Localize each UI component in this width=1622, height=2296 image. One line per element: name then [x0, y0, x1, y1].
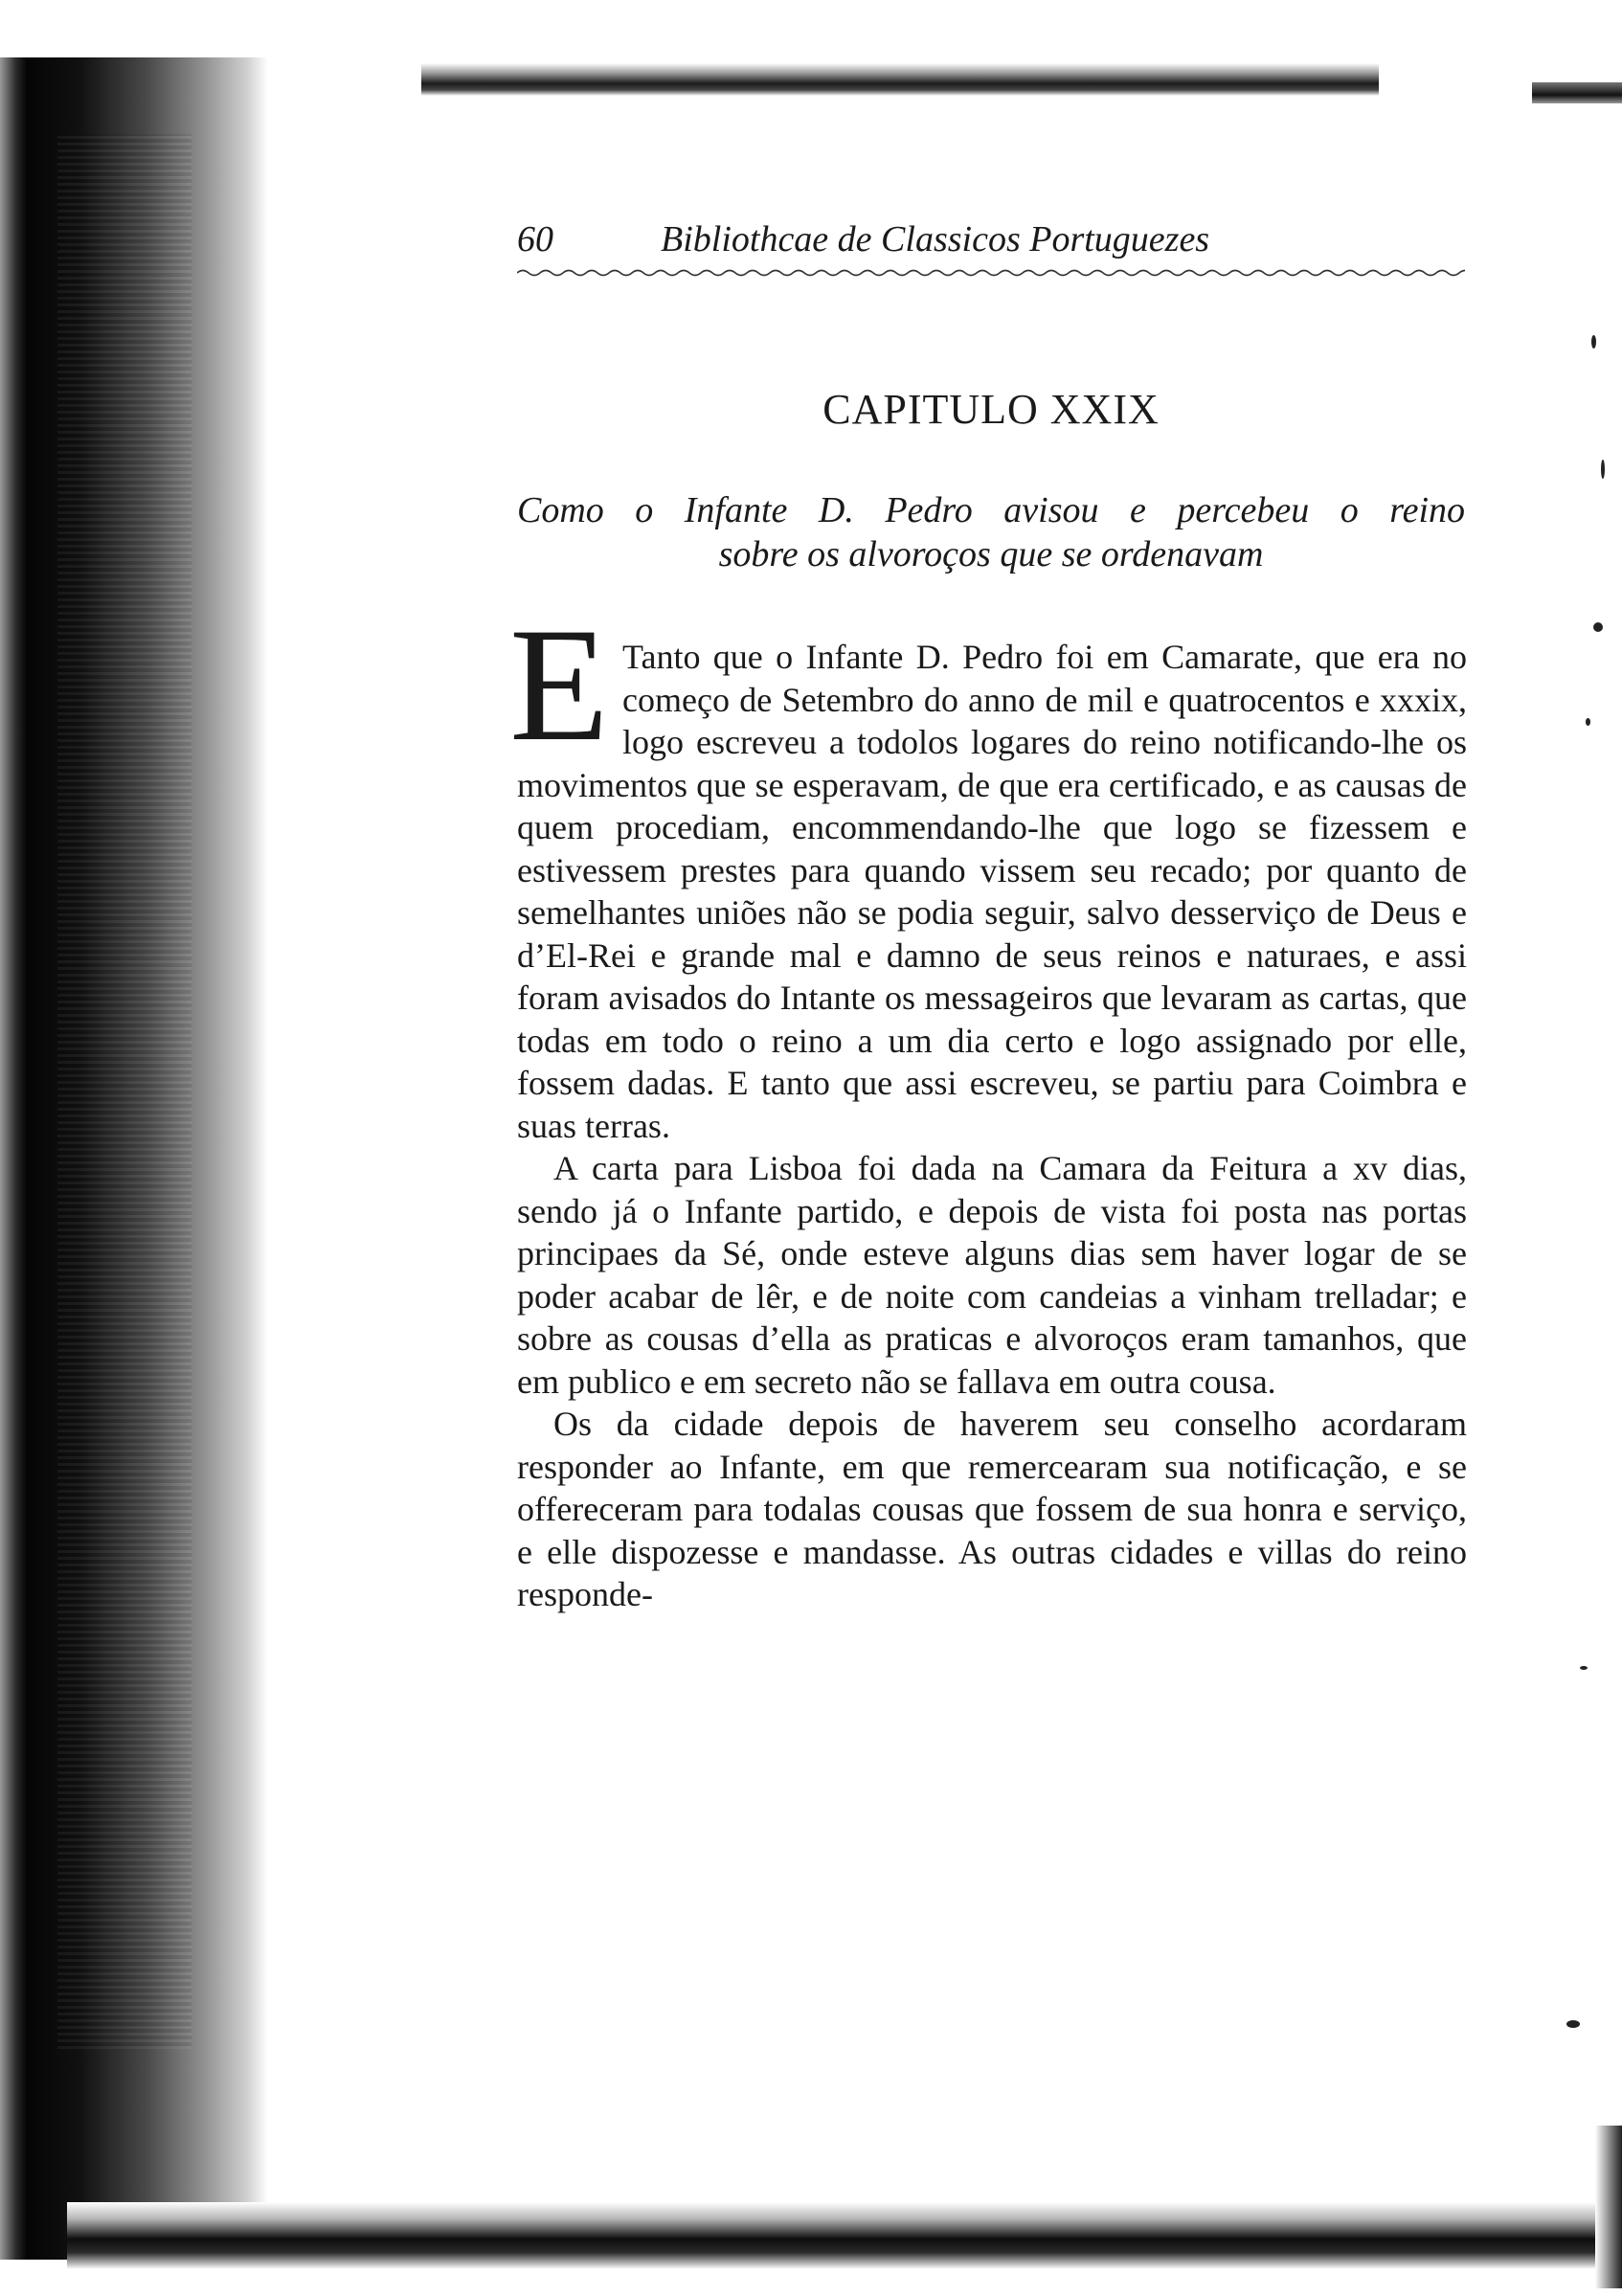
- bottom-scan-edge: [67, 2202, 1622, 2269]
- chapter-title: CAPITULO XXIX: [822, 386, 1160, 433]
- right-scan-edge: [1595, 2126, 1622, 2288]
- top-scan-edge: [421, 63, 1379, 96]
- book-spine-shadow: [0, 57, 268, 2260]
- running-title: Bibliothcae de Classicos Portuguezes: [661, 219, 1210, 259]
- page-header: [517, 218, 1465, 266]
- paragraph-2: A carta para Lisboa foi dada na Camara da Feitura a xv dias, sendo já o Infante partido, e depois de vista foi posta nas portas principaes da Sé, onde esteve alguns dias sem haver logar de se poder acabar de lêr, e de noite com candeias a vinham trelladar; e sobre as cousas d’ella as praticas e alvoroços eram tamanhos, que em publico e em secreto não se fallava em outra cousa.: [517, 1149, 1467, 1401]
- page-number: 60: [517, 219, 553, 259]
- drop-cap: E: [509, 595, 609, 775]
- paragraph-1: Tanto que o Infante D. Pedro foi em Camarate, que era no começo de Setembro do anno de mil e quatrocentos e xxxix, logo escreveu a todolos logares do reino notificando-lhe os movimentos que se esperavam, de que era certificado, e as causas de quem procediam, encommendando-lhe que logo se fizessem e estivessem prestes para quando vissem seu recado; por quanto de semelhantes uniões não se podia seguir, salvo desserviço de Deus e d’El-Rei e grande mal e damno de seus reinos e naturaes, e assi foram avisados do Intante os messageiros que levaram as cartas, que todas em todo o reino a um dia certo e logo assignado por elle, fossem dadas. E tanto que assi escreveu, se partiu para Coimbra e suas terras.: [517, 638, 1467, 1145]
- chapter-subtitle: [517, 488, 1465, 576]
- body-text: [517, 636, 1467, 1616]
- header-wavy-rule: [517, 268, 1465, 278]
- top-right-scan-mark: [1532, 82, 1622, 103]
- paragraph-3: Os da cidade depois de haverem seu conselho acordaram responder ao Infante, em que remercearam sua notificação, e se offereceram para todalas cousas que fossem de sua honra e serviço, e elle dispozesse e mandasse. As outras cidades e villas do reino responde-: [517, 1405, 1467, 1613]
- subtitle-line-1: Como o Infante D. Pedro avisou e percebeu o reino: [517, 490, 1465, 530]
- subtitle-line-2: sobre os alvoroços que se ordenavam: [718, 534, 1264, 574]
